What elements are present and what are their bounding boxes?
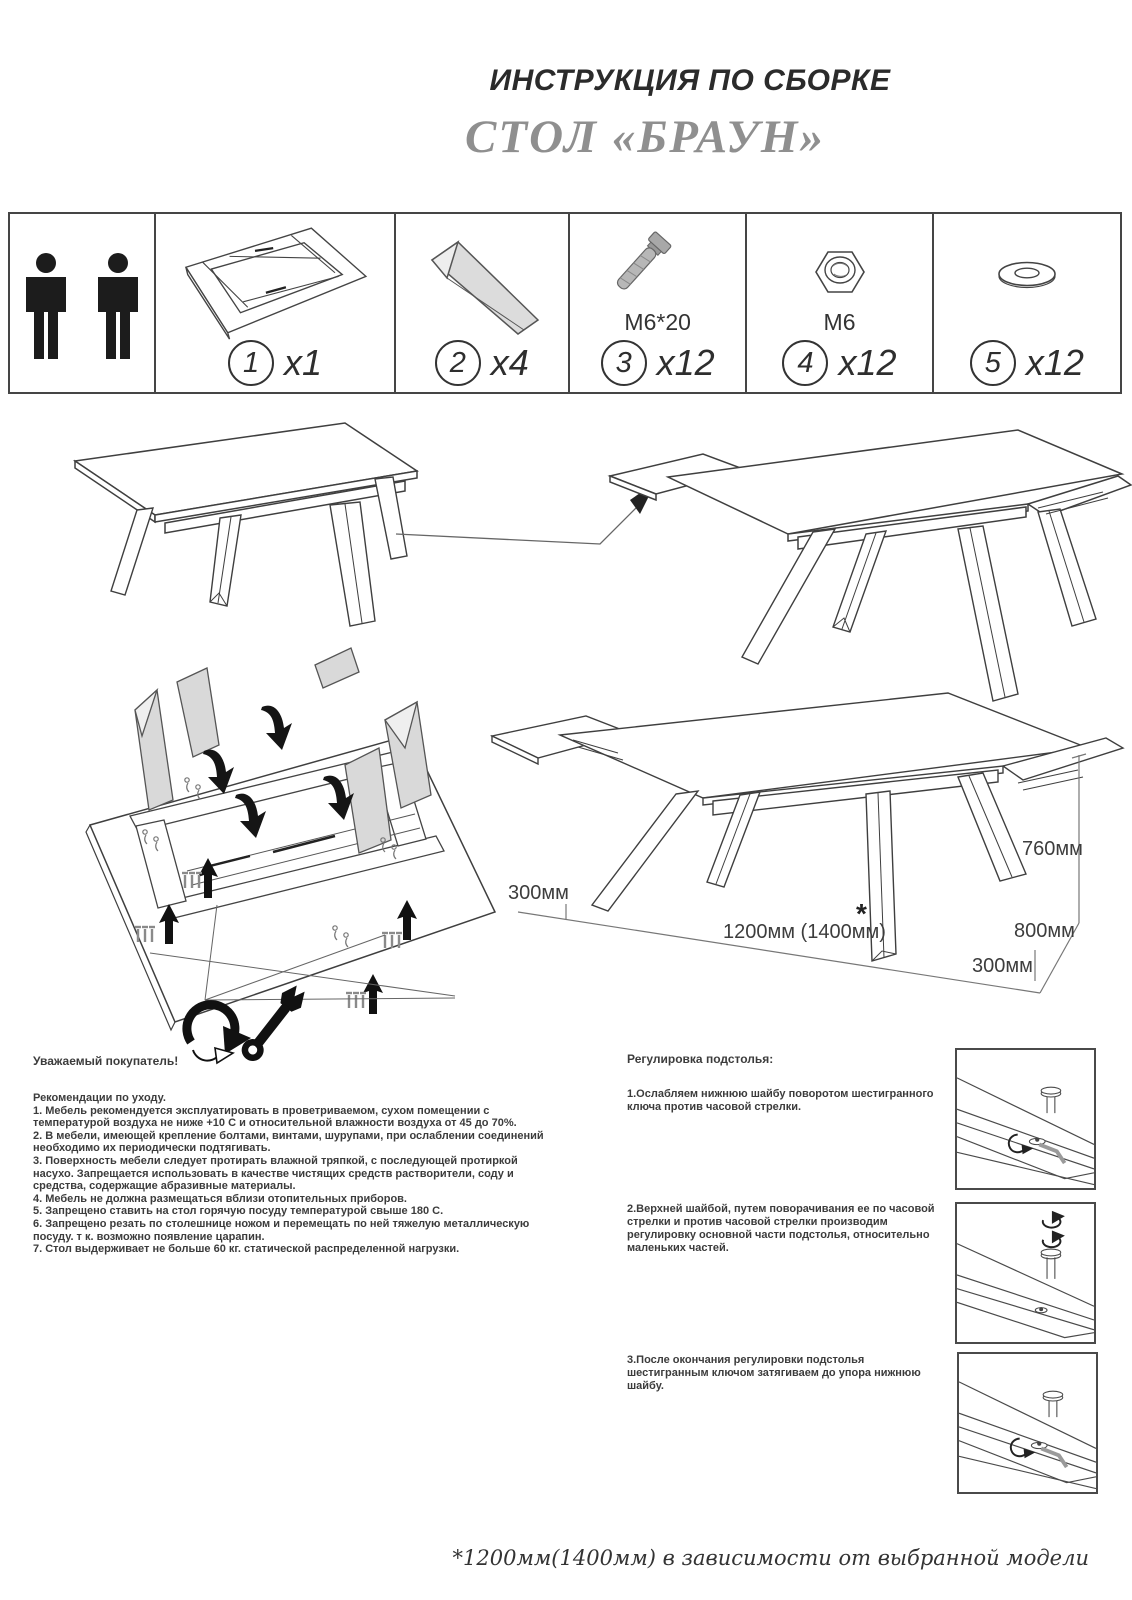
parts-cell-nut <box>747 214 933 392</box>
screws-icon <box>182 873 202 888</box>
person-icon <box>95 252 141 370</box>
rotate-arrow-icon <box>1043 1212 1063 1247</box>
model-footnote: *1200мм(1400мм) в зависимости от выбранной модели <box>452 1546 1089 1570</box>
part-count: x12 <box>1025 342 1084 383</box>
dim-length: 1200мм (1400мм) <box>723 921 886 943</box>
table-frame-icon <box>165 220 385 340</box>
care-item: 3. Поверхность мебели следует протирать влажной тряпкой, с последующей протиркой насухо. Запрещается использовать в качестве чистящих средств растворители, соду и средства, содержащие абразивные материалы. <box>33 1154 518 1193</box>
rotate-arrow-icon <box>1022 1144 1034 1154</box>
part-count: x1 <box>284 342 323 383</box>
table-leg-icon <box>412 232 552 344</box>
dim-right-extension: 300мм <box>972 955 1033 977</box>
rotate-arrow-icon <box>1024 1448 1036 1458</box>
nut-icon <box>803 240 877 306</box>
bolt-size-label: M6*20 <box>624 309 691 335</box>
care-item: 7. Стол выдерживает не больше 60 кг. статической распределенной нагрузки. <box>33 1243 460 1256</box>
parts-cell-frame <box>156 214 395 392</box>
adjustment-diagram-3 <box>957 1352 1098 1494</box>
dim-height: 760мм <box>1022 838 1083 860</box>
page-title: ИНСТРУКЦИЯ ПО СБОРКЕ <box>489 64 891 97</box>
two-people-icon <box>23 252 141 370</box>
adjuster-pin <box>1041 1249 1061 1279</box>
exploded-assembly-diagram <box>35 640 515 1075</box>
part-count: x4 <box>490 342 529 383</box>
adjustment-diagram-1 <box>955 1048 1096 1190</box>
adjustment-step-3: 3.После окончания регулировки подстолья шестигранным ключом затягиваем до упора нижнюю шайбу. <box>627 1354 921 1392</box>
dim-length-footnote-mark: * <box>856 898 867 929</box>
care-title: Рекомендации по уходу. <box>33 1092 166 1104</box>
hex-key-icon <box>1039 1144 1064 1163</box>
part-number-badge: 4 <box>782 340 828 386</box>
care-recommendations <box>33 1092 555 1256</box>
part-number-badge: 1 <box>228 340 274 386</box>
part-number-badge: 2 <box>435 340 481 386</box>
part-count: x12 <box>656 342 715 383</box>
parts-list-table <box>8 212 1122 394</box>
washer-icon <box>989 252 1065 300</box>
hex-key-icon <box>1041 1448 1066 1467</box>
person-icon <box>23 252 69 370</box>
screws-icon <box>135 927 155 942</box>
dim-depth: 800мм <box>1014 920 1075 942</box>
part-number-badge: 3 <box>601 340 647 386</box>
adjuster-pin <box>1041 1087 1061 1113</box>
rotate-icon <box>187 1005 251 1063</box>
adjuster-pin <box>1043 1391 1063 1417</box>
product-name: СТОЛ «БРАУН» <box>465 111 825 163</box>
customer-greeting: Уважаемый покупатель! <box>33 1054 179 1068</box>
part-count: x12 <box>838 342 897 383</box>
adjustment-step-2: 2.Верхней шайбой, путем поворачивания ее по часовой стрелки и против часовой стрелки производим регулировку основной части подстолья, относительно маленьких частей. <box>627 1203 935 1254</box>
adjustment-diagram-2 <box>955 1202 1096 1344</box>
part-number-badge: 5 <box>970 340 1016 386</box>
screws-icon <box>346 993 366 1008</box>
care-item: 4. Мебель не должна размещаться вблизи отопительных приборов. <box>33 1192 407 1205</box>
dim-left-extension: 300мм <box>508 882 569 904</box>
parts-cell-bolt <box>570 214 747 392</box>
adjustment-title: Регулировка подстолья: <box>627 1052 774 1066</box>
care-item: 2. В мебели, имеющей крепление болтами, винтами, шурупами, при ослаблении соединений необходимо их периодически подтягивать. <box>33 1129 544 1155</box>
adjustment-step-1: 1.Ослабляем нижнюю шайбу поворотом шестигранного ключа против часовой стрелки. <box>627 1088 934 1113</box>
nut-size-label: M6 <box>823 309 856 335</box>
parts-cell-leg <box>396 214 570 392</box>
care-item: 1. Мебель рекомендуется эксплуатировать в проветриваемом, сухом помещении с температурой воздуха не ниже +10 С и относительной влажности воздуха от 45 до 70%. <box>33 1104 517 1130</box>
parts-cell-washer <box>934 214 1120 392</box>
parts-cell-people <box>10 214 156 392</box>
care-item: 5. Запрещено ставить на стол горячую посуду температурой свыше 180 С. <box>33 1205 444 1218</box>
table-extended-drawing <box>598 412 1132 704</box>
care-item: 6. Запрещено резать по столешнице ножом и перемещать по ней тяжелую металлическую посуду. т к. возможно появление царапин. <box>33 1217 530 1243</box>
